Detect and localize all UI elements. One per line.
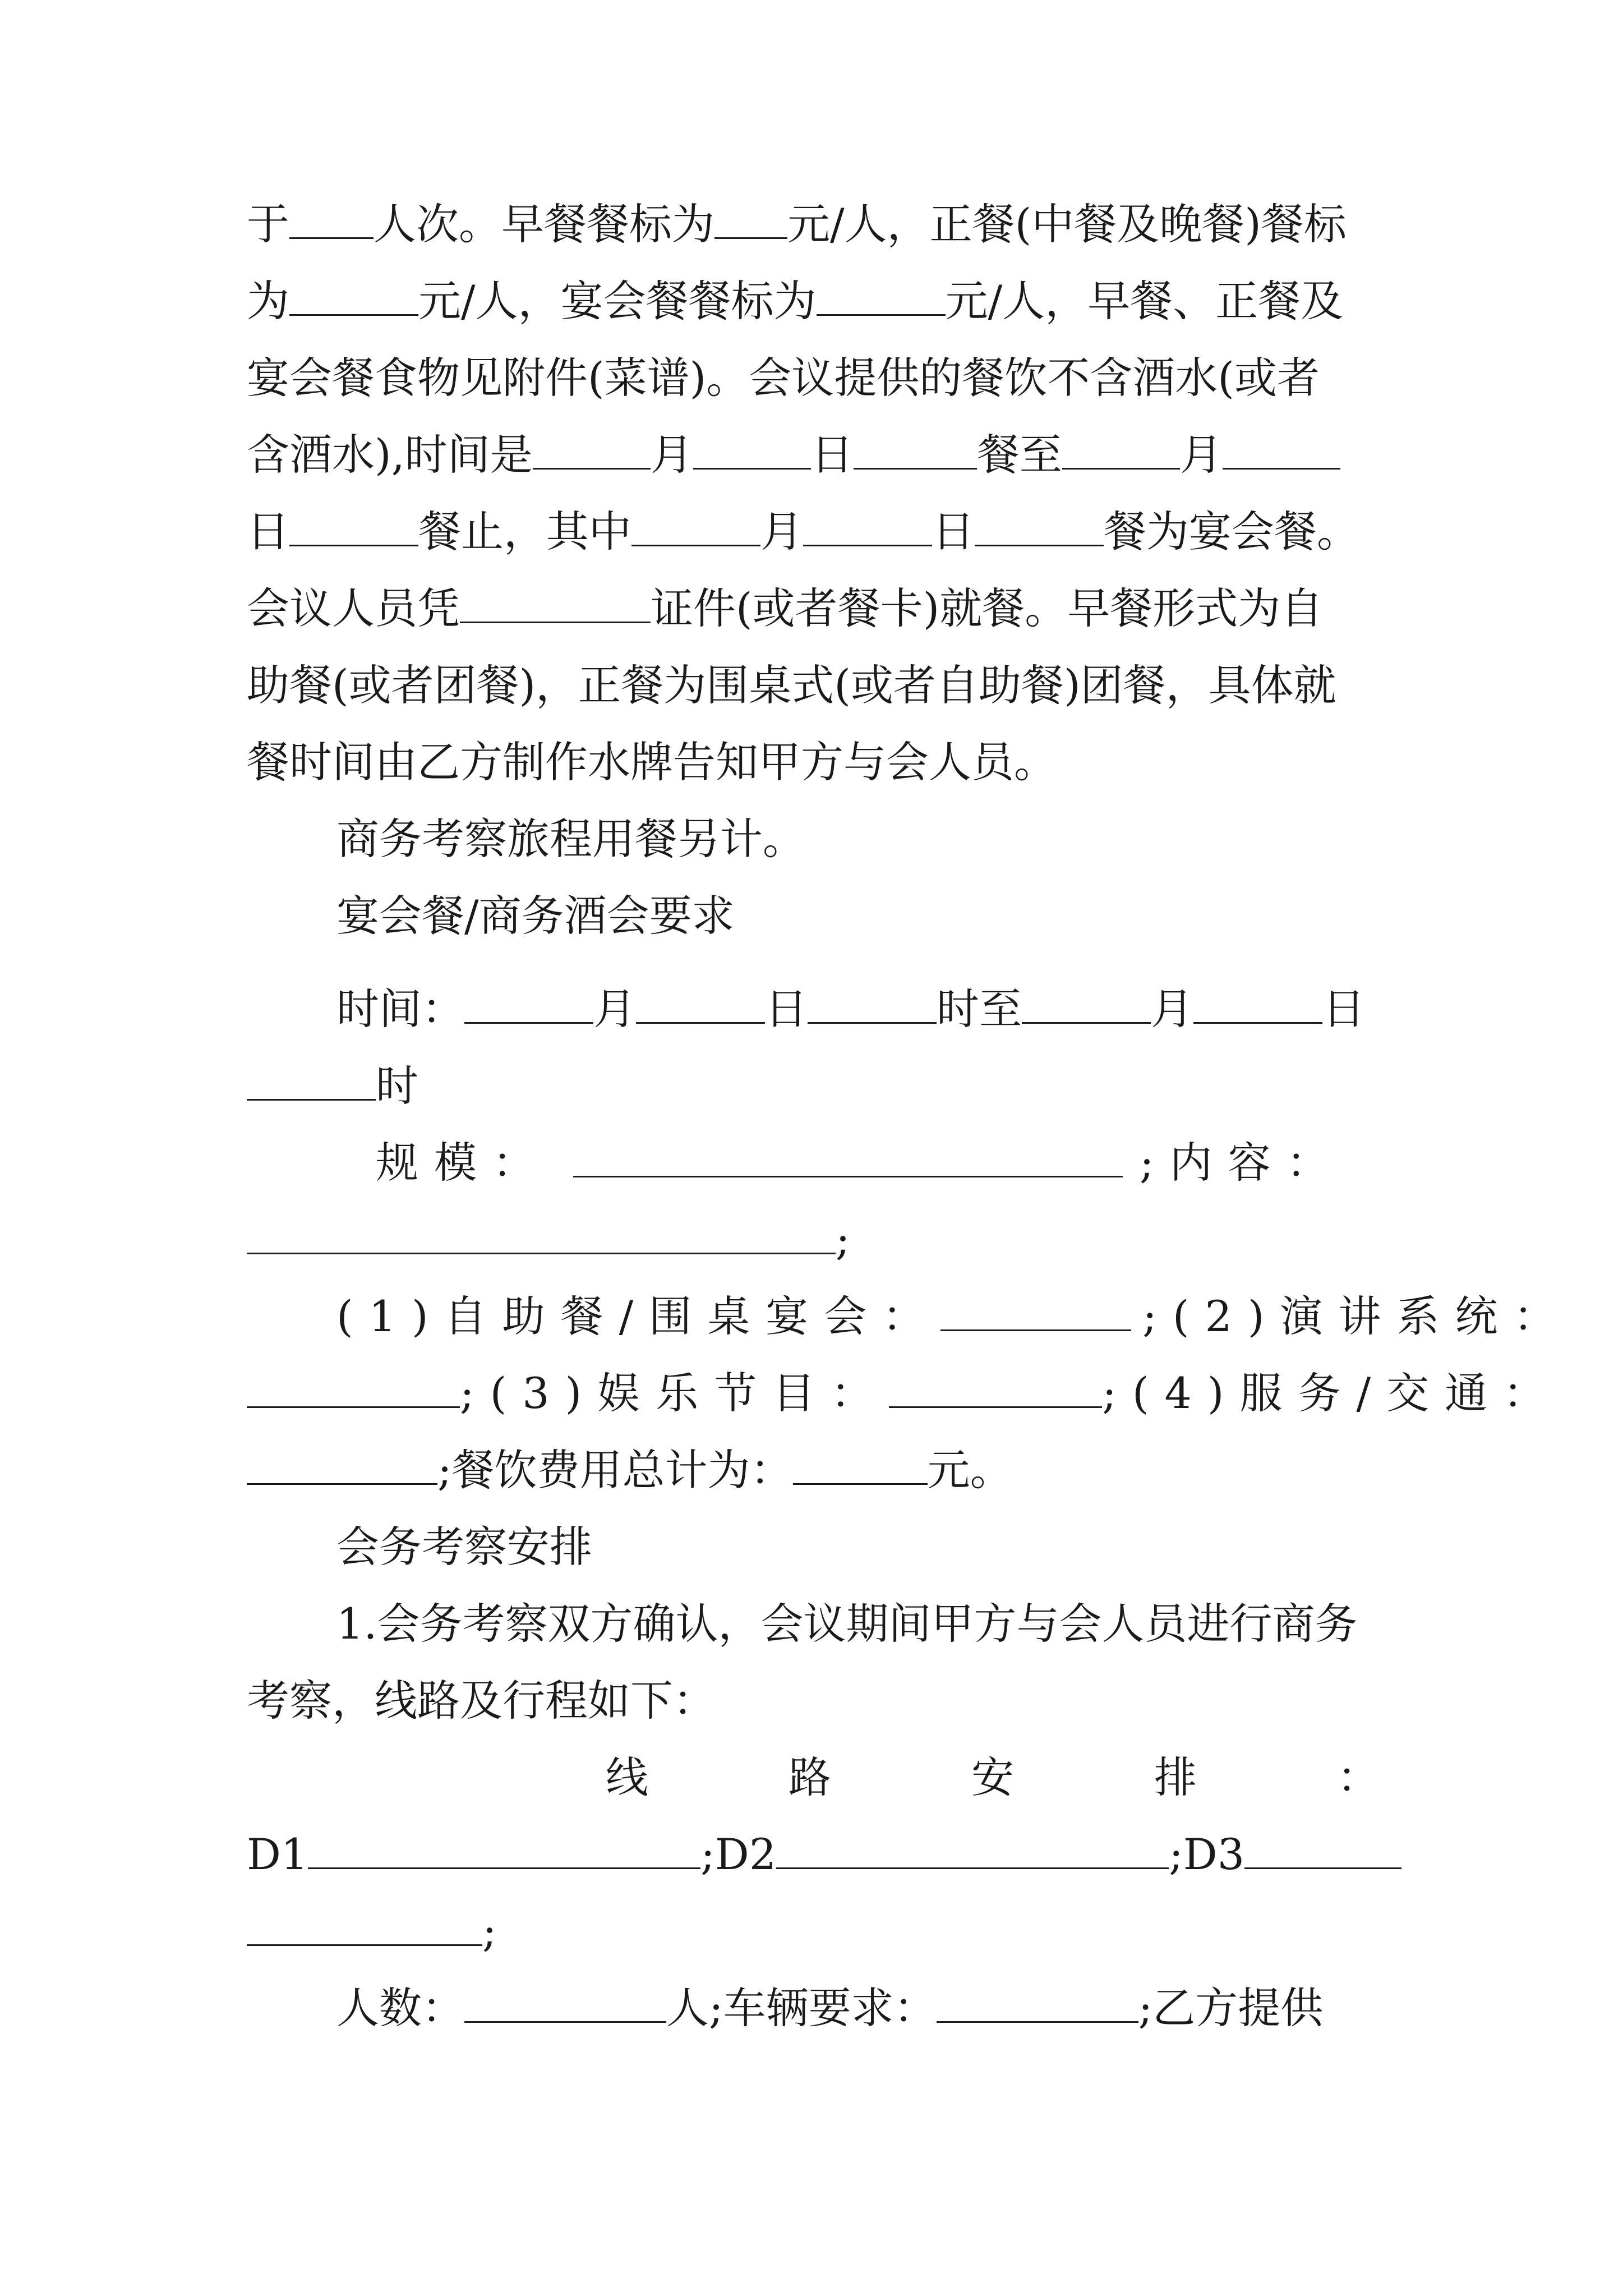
blank-field (975, 505, 1104, 546)
text-line-23: ; (247, 1903, 1380, 1959)
blank-field (1244, 1828, 1401, 1869)
blank-field (808, 983, 937, 1024)
blank-field (247, 1367, 460, 1408)
blank-field (308, 1828, 700, 1869)
text-line-14: ; (247, 1212, 1380, 1268)
text-line-7: 助餐(或者团餐)，正餐为围桌式(或者自助餐)团餐，具体就 (247, 660, 1336, 710)
text-line-20: 考察，线路及行程如下： (247, 1676, 716, 1726)
section-heading-inspection: 会务考察安排 (336, 1522, 592, 1572)
text-line-24: 人数： 人;车辆要求： ;乙方提供 (336, 1983, 1324, 2033)
blank-field (1062, 429, 1180, 470)
blank-field (247, 1213, 836, 1254)
blank-field (854, 429, 977, 470)
section-heading-banquet: 宴会餐/商务酒会要求 (336, 891, 735, 941)
blank-field (1193, 983, 1322, 1024)
blank-field (803, 505, 932, 546)
text-line-15: (1)自助餐/围桌宴会： ;(2)演讲系统： (336, 1291, 1572, 1341)
text-line-22: D1 ;D2 ;D3 (247, 1826, 1380, 1883)
blank-field (464, 983, 593, 1024)
blank-field (693, 429, 811, 470)
text-line-2: 为 元/人，宴会餐餐标为 元/人，早餐、正餐及 (247, 276, 1344, 326)
blank-field (289, 198, 374, 239)
blank-field (464, 1982, 666, 2023)
text-line-17: ;餐饮费用总计为： 元。 (247, 1442, 1380, 1498)
blank-field (631, 505, 760, 546)
text-line-11: 时间： 月 日 时至 月 日 (336, 984, 1365, 1034)
blank-field (940, 1290, 1131, 1331)
text-line-19: 1.会务考察双方确认，会议期间甲方与会人员进行商务 (336, 1599, 1358, 1649)
blank-field (460, 582, 651, 623)
text-line-6: 会议人员凭 证件(或者餐卡)就餐。早餐形式为自 (247, 583, 1324, 633)
blank-field (714, 198, 787, 239)
text-line-8: 餐时间由乙方制作水牌告知甲方与会人员。 (247, 737, 1057, 787)
text-line-16: ;(3)娱乐节目： ;(4)服务/交通： (247, 1365, 1380, 1421)
text-line-12: 时 (247, 1058, 1380, 1114)
route-arrangement-label: 线 路 安 排 ： (606, 1752, 1380, 1802)
blank-field (533, 429, 651, 470)
blank-field (573, 1137, 1123, 1177)
text-line-1: 于 人次。早餐餐标为 元/人，正餐(中餐及晚餐)餐标 (247, 199, 1347, 249)
blank-field (776, 1828, 1169, 1869)
blank-field (817, 275, 946, 316)
blank-field (289, 275, 418, 316)
blank-field (247, 1905, 482, 1946)
blank-field (636, 983, 765, 1024)
blank-field (889, 1367, 1102, 1408)
blank-field (793, 1444, 928, 1485)
text-line-9: 商务考察旅程用餐另计。 (336, 814, 805, 864)
text-line-3: 宴会餐食物见附件(菜谱)。会议提供的餐饮不含酒水(或者 (247, 353, 1320, 403)
text-line-4: 含酒水),时间是 月 日 餐至 月 (247, 427, 1380, 483)
blank-field (247, 1060, 376, 1101)
blank-field (247, 1444, 437, 1485)
text-line-5: 日 餐止，其中 月 日 餐为宴会餐。 (247, 507, 1359, 556)
blank-field (289, 505, 418, 546)
blank-field (1223, 429, 1340, 470)
text-line-13: 规模： ;内容： (376, 1138, 1345, 1188)
blank-field (1022, 983, 1151, 1024)
blank-field (937, 1982, 1138, 2023)
